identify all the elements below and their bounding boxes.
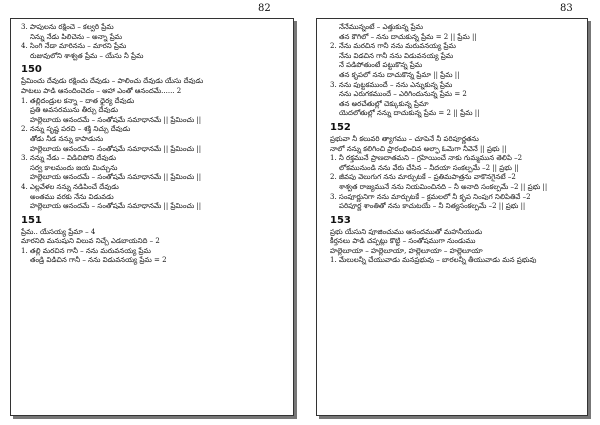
- lyric-line: ప్రేమించు దేవుడు రక్షించు దేవుడు – పాలించు దేవుడు యేసు దేవుడు: [21, 77, 204, 86]
- lyric-line: యెదలోతుల్లో నన్ను దాచుకున్న ప్రేమ = 2 || ప్రేమ ||: [339, 109, 480, 118]
- lyric-line: హల్లెలూయ ఆనందమే – సంతోషమే సమాధానమే || ప్రేమించు ||: [30, 202, 202, 211]
- song-number-heading: 153: [330, 214, 351, 226]
- lyric-line: శాశ్వత రాజ్యమునే నను నియమించినది – నీ అనాది సంకల్పమే –2 || ప్రభు ||: [339, 182, 548, 191]
- lyric-line: నేనేమున్నంటే – ఎత్తుకున్న ప్రేమ: [339, 23, 423, 31]
- right-page: [316, 18, 588, 416]
- lyric-line: హల్లెలూయా – హల్లెలూయా, హల్లెలూయా – హల్లెలూయా: [330, 246, 483, 255]
- lyric-line: తన అరచేతుల్లో చెక్కుకున్న ప్రేమా: [339, 99, 429, 108]
- lyric-line: హల్లెలూయ ఆనందమే – సంతోషమే సమాధానమే || ప్రేమించు ||: [30, 144, 202, 153]
- lyric-line: పరిపూర్ణ శాంతితో నను కాచుటయే – నీ నిత్యసంకల్పమే –2 || ప్రభు ||: [339, 202, 526, 211]
- lyric-line: ప్రేమ.. యేసయ్య ప్రేమా – 4: [21, 227, 96, 236]
- lyric-line: సర్వ కాలమందు జయ మిచ్చును: [30, 163, 118, 172]
- lyric-line: ప్రభువా నీ కలువరి త్యాగము – చూపెనే నీ పరిపూర్ణతను: [330, 134, 479, 143]
- lyric-line: 4. సింగి నేడా మారినను – మారని ప్రేమ: [21, 42, 127, 51]
- left-page: [10, 18, 294, 416]
- lyric-line: తోడు నీడ నన్ను కాపాడును: [30, 134, 104, 143]
- lyric-line: 2. జీవపు వెలుగుగ నను మార్చుటకే – ప్రతిమపాత్రను వాకొనగైనటే –2: [330, 173, 516, 182]
- lyric-line: నాలో నన్ను కలిగించి ప్రారంభించిన అల్ఫా ఓమెగా నీవెనే || ప్రభు ||: [330, 144, 507, 153]
- lyric-line: నను ఎరుగకముందే – ఎరిగిందునున్న ప్రేమ = 2: [339, 90, 467, 99]
- song-number-heading: 150: [21, 64, 42, 76]
- lyric-line: 1. మేలులన్నీ చేయువాడు మనప్రభువు – బారలన్నీ తీయువాడు మన ప్రభువు: [330, 256, 537, 265]
- lyric-line: 1. తల్లి మరచిన గానీ – నను మరువనయ్య ప్రేమ: [21, 246, 151, 255]
- lyric-line: లోకమునుండి నను వేరు చేసిన – నీదయా సంకల్పమే –2 || ప్రభు ||: [339, 163, 519, 172]
- left-page-number: 82: [258, 3, 271, 14]
- lyric-line: పాటలు పాడి ఆనందించెదం – ఆహా ఎంతో ఆనందమే...... 2: [21, 86, 182, 95]
- lyric-line: ప్రభు యేసుని పూజించుము ఆనందముతో మహనీయుడు: [330, 227, 483, 236]
- lyric-line: మారనిది మనుషుని విలువ నిచ్చే ఎడబాయనిది – 2: [21, 237, 160, 246]
- lyric-line: 2. నన్ను సృష్ట పరచి – శక్తి నిచ్చు దేవుడు: [21, 125, 131, 134]
- lyric-line: తన కౌగిలో – నను దాచుకున్న ప్రేమ = 2 || ప్రేమ ||: [339, 32, 477, 41]
- lyric-line: అంతము వరకు నేను విడువడు: [30, 192, 114, 201]
- right-page-content: [330, 23, 581, 266]
- lyric-line: తన కృపలో నను దాచుకొన్న ప్రేమా || ప్రేమ ||: [339, 70, 460, 79]
- lyric-line: 3. పాపులను రక్షించె – కల్వరి ప్రేమ: [21, 23, 114, 31]
- lyric-line: 1. నీ రక్తమునే ప్రాణదాతమని – గ్రహియించే నాకు గుమ్మమున తెలిపి –2: [330, 154, 523, 163]
- lyric-line: 3. సంపూర్ణునిగా నను మార్చుటకే – క్రమలలో నీ కృప నింపుగ నిలిపితివే –2: [330, 192, 531, 201]
- lyric-line: 2. నేను మరచిన గానీ నను మరువనయ్య ప్రేమ: [330, 42, 456, 51]
- lyric-line: కీర్తనలు పాడి చప్పట్లు కొట్టి – సంతోషముగా నుండుము: [330, 237, 476, 246]
- lyric-line: నే పడిపోతుంటే పట్టుకొన్న ప్రేమ: [339, 61, 423, 70]
- lyric-line: తండ్రి విడిచిన గానీ – నను విడువనయ్య ప్రేమ = 2: [30, 256, 167, 265]
- song-number-heading: 152: [330, 121, 351, 133]
- lyric-line: హల్లెలూయ ఆనందమే – సంతోషమే సమాధానమే || ప్రేమించు ||: [30, 173, 202, 182]
- lyric-line: 1. తల్లిదండ్రుల కన్నా – దాత ధైర్య దేవుడు: [21, 96, 135, 105]
- lyric-line: నేను విడచిన గానీ నను విడువనయ్య ప్రేమ: [339, 51, 454, 60]
- lyric-line: రుజువులోని శాశ్వత ప్రేమ – యేసు నీ ప్రేమ: [30, 51, 144, 60]
- lyric-line: 4. ఎల్లవేళల నన్ను నడిపించే దేవుడు: [21, 182, 119, 191]
- lyric-line: 3. నన్ను నేడు – విడిచిపోని దేవుడు: [21, 154, 117, 163]
- song-number-heading: 151: [21, 214, 42, 226]
- lyric-line: ప్రతి అవసరమును తీర్చు దేవుడు: [30, 106, 119, 115]
- lyric-line: నిన్ను నేడు పిలిచెను – అన్నా ప్రేమ: [30, 32, 123, 41]
- right-page-number: 83: [560, 3, 573, 14]
- lyric-line: హల్లెలూయ ఆనందమే – సంతోషమే సమాధానమే || ప్రేమించు ||: [30, 115, 202, 124]
- lyric-line: 3. నను పుట్టకముందే – నను ఎన్నుకున్న ప్రేమ: [330, 80, 453, 89]
- left-page-content: [21, 23, 287, 266]
